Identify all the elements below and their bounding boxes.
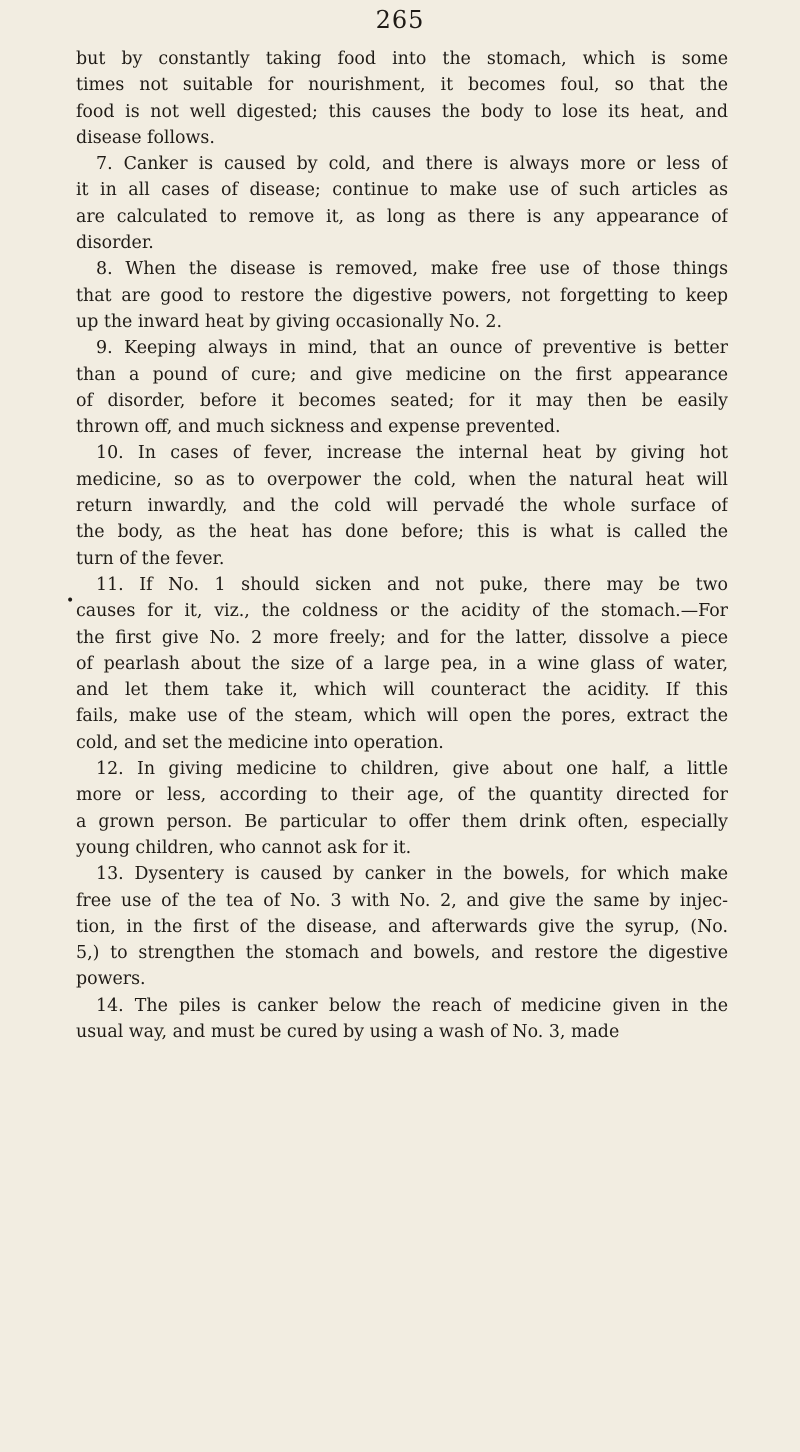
text-line: disorder. [76, 233, 154, 254]
text-line: 10. In cases of fever, increase the internal heat by giving hot [96, 443, 728, 464]
text-line: it in all cases of disease; continue to make use of such articles as [76, 180, 728, 201]
text-line: young children, who cannot ask for it. [76, 837, 412, 858]
text-line: of disorder, before it becomes seated; for it may then be easily [76, 390, 728, 411]
text-line: 12. In giving medicine to children, give about one half, a little [96, 759, 728, 780]
text-line: 5,) to strengthen the stomach and bowels, and restore the digestive [76, 943, 728, 964]
text-line: more or less, according to their age, of the quantity directed for [76, 785, 728, 806]
text-line: the body, as the heat has done before; this is what is called the [76, 522, 728, 543]
text-line: and let them take it, which will counteract the acidity. If this [76, 680, 728, 701]
text-line: causes for it, viz., the coldness or the acidity of the stomach.—For [76, 601, 728, 622]
text-line: tion, in the first of the disease, and afterwards give the syrup, (No. [76, 916, 728, 937]
text-line: but by constantly taking food into the stomach, which is some [76, 49, 728, 69]
paragraph [76, 572, 728, 756]
text-line: than a pound of cure; and give medicine on the first appearance [76, 364, 728, 385]
paragraph [76, 151, 728, 256]
text-line: food is not well digested; this causes the body to lose its heat, and [76, 101, 728, 122]
text-line: return inwardly, and the cold will pervadé the whole surface of [76, 496, 728, 517]
text-line: a grown person. Be particular to offer them drink often, especially [76, 811, 728, 832]
paragraph [76, 440, 728, 571]
text-line: powers. [76, 969, 146, 990]
body-text [76, 46, 728, 1045]
text-line: turn of the fever. [76, 548, 225, 569]
text-line: 13. Dysentery is caused by canker in the bowels, for which make [96, 864, 728, 885]
text-line: times not suitable for nourishment, it becomes foul, so that the [76, 75, 728, 96]
text-line: are calculated to remove it, as long as there is any appearance of [76, 206, 728, 227]
text-line: 14. The piles is canker below the reach of medicine given in the [96, 995, 728, 1016]
page-mark: • [66, 593, 75, 609]
text-line: thrown off, and much sickness and expense prevented. [76, 417, 561, 438]
text-line: free use of the tea of No. 3 with No. 2, and give the same by injec- [76, 890, 728, 911]
paragraph [76, 256, 728, 335]
text-line: cold, and set the medicine into operation. [76, 732, 444, 753]
text-line: up the inward heat by giving occasionally No. 2. [76, 311, 503, 332]
page-number: 265 [375, 6, 425, 34]
text-line: that are good to restore the digestive powers, not forgetting to keep [76, 285, 728, 306]
text-line: 11. If No. 1 should sicken and not puke, there may be two [96, 574, 728, 595]
paragraph [76, 993, 728, 1046]
text-line: fails, make use of the steam, which will open the pores, extract the [76, 706, 728, 727]
paragraph [76, 335, 728, 440]
text-line: medicine, so as to overpower the cold, when the natural heat will [76, 469, 728, 490]
text-line: disease follows. [76, 127, 215, 148]
text-line: 7. Canker is caused by cold, and there is always more or less of [96, 154, 728, 175]
paragraph [76, 46, 728, 151]
paragraph [76, 861, 728, 992]
paragraph [76, 756, 728, 861]
text-line: 9. Keeping always in mind, that an ounce of preventive is better [96, 338, 728, 359]
text-line: of pearlash about the size of a large pea, in a wine glass of water, [76, 653, 728, 674]
text-line: the first give No. 2 more freely; and for the latter, dissolve a piece [76, 627, 728, 648]
text-line: 8. When the disease is removed, make free use of those things [96, 259, 728, 280]
text-line: usual way, and must be cured by using a wash of No. 3, made [76, 1021, 620, 1042]
